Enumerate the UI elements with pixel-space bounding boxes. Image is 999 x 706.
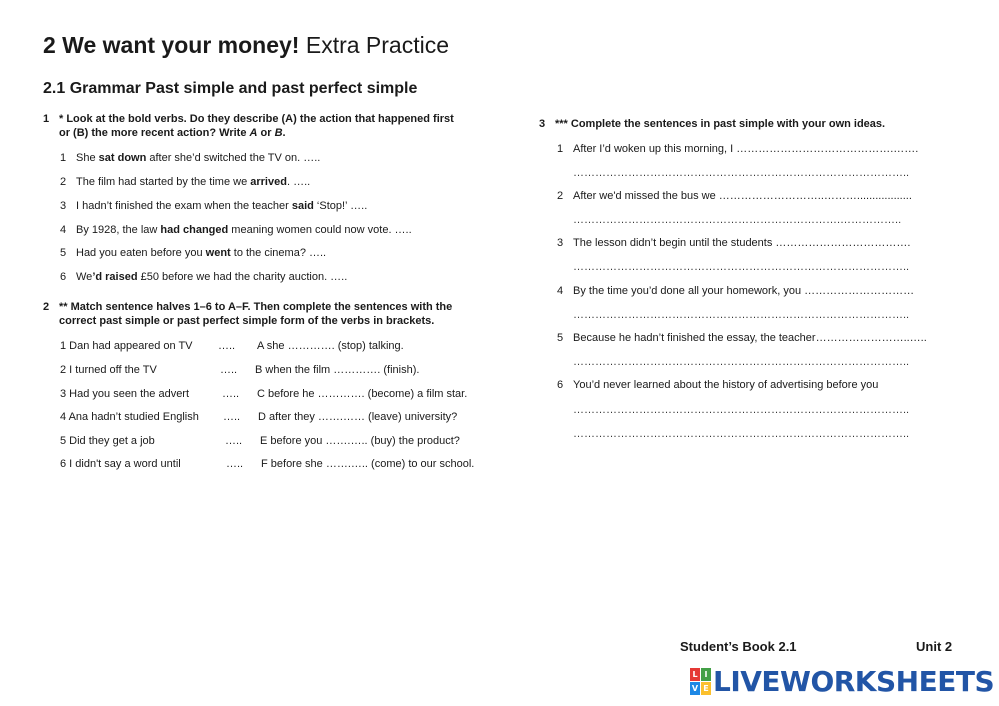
answer-line[interactable]: ……………………………………………………………………………….. (573, 428, 910, 440)
item-number: 6 (557, 379, 564, 391)
item-text-part: She (76, 152, 99, 164)
exercise-1-instructions (43, 112, 513, 142)
instruction-line: *** Complete the sentences in past simple with your own ideas. (555, 118, 886, 130)
answer-line[interactable]: ……………………………………………………………………………….. (573, 167, 910, 179)
instruction-text: or (257, 127, 275, 139)
answer-line[interactable]: ……………………………………………………………….…………….. (573, 214, 902, 226)
match-left: 6 I didn't say a word until (60, 458, 181, 470)
section-title: 2.1 Grammar Past simple and past perfect simple (43, 80, 418, 97)
bold-verb: arrived (250, 176, 287, 188)
page-title (43, 32, 449, 59)
item-number: 3 (557, 237, 564, 249)
item-text-part: By 1928, the law (76, 224, 161, 236)
item-number: 4 (557, 285, 564, 297)
match-right[interactable]: A she …………. (stop) talking. (257, 340, 404, 352)
logo-letter: E (701, 682, 711, 695)
answer-line[interactable]: ……………………………………………………………………………….. (573, 261, 910, 273)
item-text (76, 176, 310, 188)
match-blank[interactable]: ….. (220, 364, 238, 376)
exercise-number: 2 (43, 301, 50, 313)
item-text (76, 200, 367, 212)
exercise-2-instructions (43, 300, 513, 330)
item-number: 5 (557, 332, 564, 344)
item-text-part: I hadn’t finished the exam when the teacher (76, 200, 292, 212)
footer-book-ref: Student’s Book 2.1 (680, 639, 797, 654)
item-number: 1 (557, 143, 564, 155)
match-right[interactable]: D after they …….…… (leave) university? (258, 411, 458, 423)
match-left: 2 I turned off the TV (60, 364, 157, 376)
item-text (76, 224, 412, 236)
liveworksheets-logo[interactable] (690, 666, 994, 696)
match-left: 3 Had you seen the advert (60, 388, 190, 400)
answer-line[interactable]: ……………………………………………………………………………….. (573, 356, 910, 368)
match-left: 4 Ana hadn’t studied English (60, 411, 199, 423)
item-text-part[interactable]: meaning women could now vote. ….. (228, 224, 412, 236)
match-right[interactable]: E before you …….….. (buy) the product? (260, 435, 460, 447)
item-text (76, 271, 347, 283)
item-text[interactable]: After I’d woken up this morning, I …………………………………….……. (573, 143, 919, 155)
item-text-part[interactable]: to the cinema? ….. (230, 247, 327, 259)
bold-verb: said (291, 200, 314, 212)
match-blank[interactable]: ….. (225, 435, 243, 447)
exercise-number: 3 (539, 118, 546, 130)
match-right[interactable]: C before he …………. (become) a film star. (257, 388, 468, 400)
logo-letter: I (701, 668, 711, 681)
item-text-part: Had you eaten before you (76, 247, 206, 259)
item-number: 5 (60, 247, 67, 259)
bold-verb: went (205, 247, 231, 259)
instruction-option-b: B (274, 127, 283, 139)
item-text-part[interactable]: ‘Stop!’ ….. (313, 200, 368, 212)
match-blank[interactable]: ….. (223, 411, 241, 423)
instruction-line: correct past simple or past perfect simple form of the verbs in brackets. (59, 315, 435, 327)
item-text (76, 247, 326, 259)
instruction-option-a: A (249, 127, 258, 139)
item-number: 6 (60, 271, 67, 283)
footer-unit: Unit 2 (916, 639, 953, 654)
match-blank[interactable]: ….. (226, 458, 244, 470)
exercise-3-instructions (539, 117, 959, 133)
answer-line[interactable]: ……………………………………………………………………………….. (573, 404, 910, 416)
item-number: 2 (557, 190, 564, 202)
match-right[interactable]: F before she …….….. (come) to our school. (261, 458, 475, 470)
bold-verb: had changed (160, 224, 229, 236)
item-text[interactable]: After we'd missed the bus we ………………………..……….................. (573, 190, 912, 202)
answer-line[interactable]: ……………………………………………………………………………….. (573, 309, 910, 321)
item-text-part: We (76, 271, 93, 283)
item-text-part[interactable]: after she’d switched the TV on. ….. (146, 152, 321, 164)
match-right[interactable]: B when the film …………. (finish). (255, 364, 420, 376)
item-text-part[interactable]: £50 before we had the charity auction. ….. (137, 271, 348, 283)
item-text (76, 152, 320, 164)
bold-verb: ’d raised (92, 271, 138, 283)
item-text[interactable]: Because he hadn’t finished the essay, the teacher……………………..….. (573, 332, 927, 344)
page-title-bold: 2 We want your money! (43, 32, 300, 58)
item-text: You’d never learned about the history of advertising before you (573, 379, 879, 391)
instruction-line: * Look at the bold verbs. Do they describe (A) the action that happened first (59, 113, 454, 125)
bold-verb: sat down (98, 152, 147, 164)
exercise-number: 1 (43, 113, 50, 125)
instruction-line: ** Match sentence halves 1–6 to A–F. Then complete the sentences with the (59, 301, 453, 313)
match-left: 5 Did they get a job (60, 435, 155, 447)
logo-letter: V (691, 684, 699, 693)
item-number: 1 (60, 152, 67, 164)
match-left: 1 Dan had appeared on TV (60, 340, 193, 352)
match-blank[interactable]: ….. (222, 388, 240, 400)
logo-letter: L (690, 668, 700, 681)
item-text[interactable]: By the time you’d done all your homework, you ………………………… (573, 285, 915, 297)
page-title-rest: Extra Practice (305, 32, 450, 58)
match-blank[interactable]: ….. (218, 340, 236, 352)
item-number: 4 (60, 224, 67, 236)
instruction-text: or (B) the more recent action? Write (59, 127, 250, 139)
item-number: 2 (60, 176, 67, 188)
instruction-text: . (282, 127, 286, 139)
item-text[interactable]: The lesson didn’t begin until the students ………………………………. (573, 237, 911, 249)
brand-name: LIVEWORKSHEETS (713, 664, 995, 698)
instruction-line (59, 126, 286, 140)
live-logo-icon (690, 668, 710, 694)
item-text-part[interactable]: . ….. (286, 176, 311, 188)
item-number: 3 (60, 200, 67, 212)
item-text-part: The film had started by the time we (76, 176, 251, 188)
